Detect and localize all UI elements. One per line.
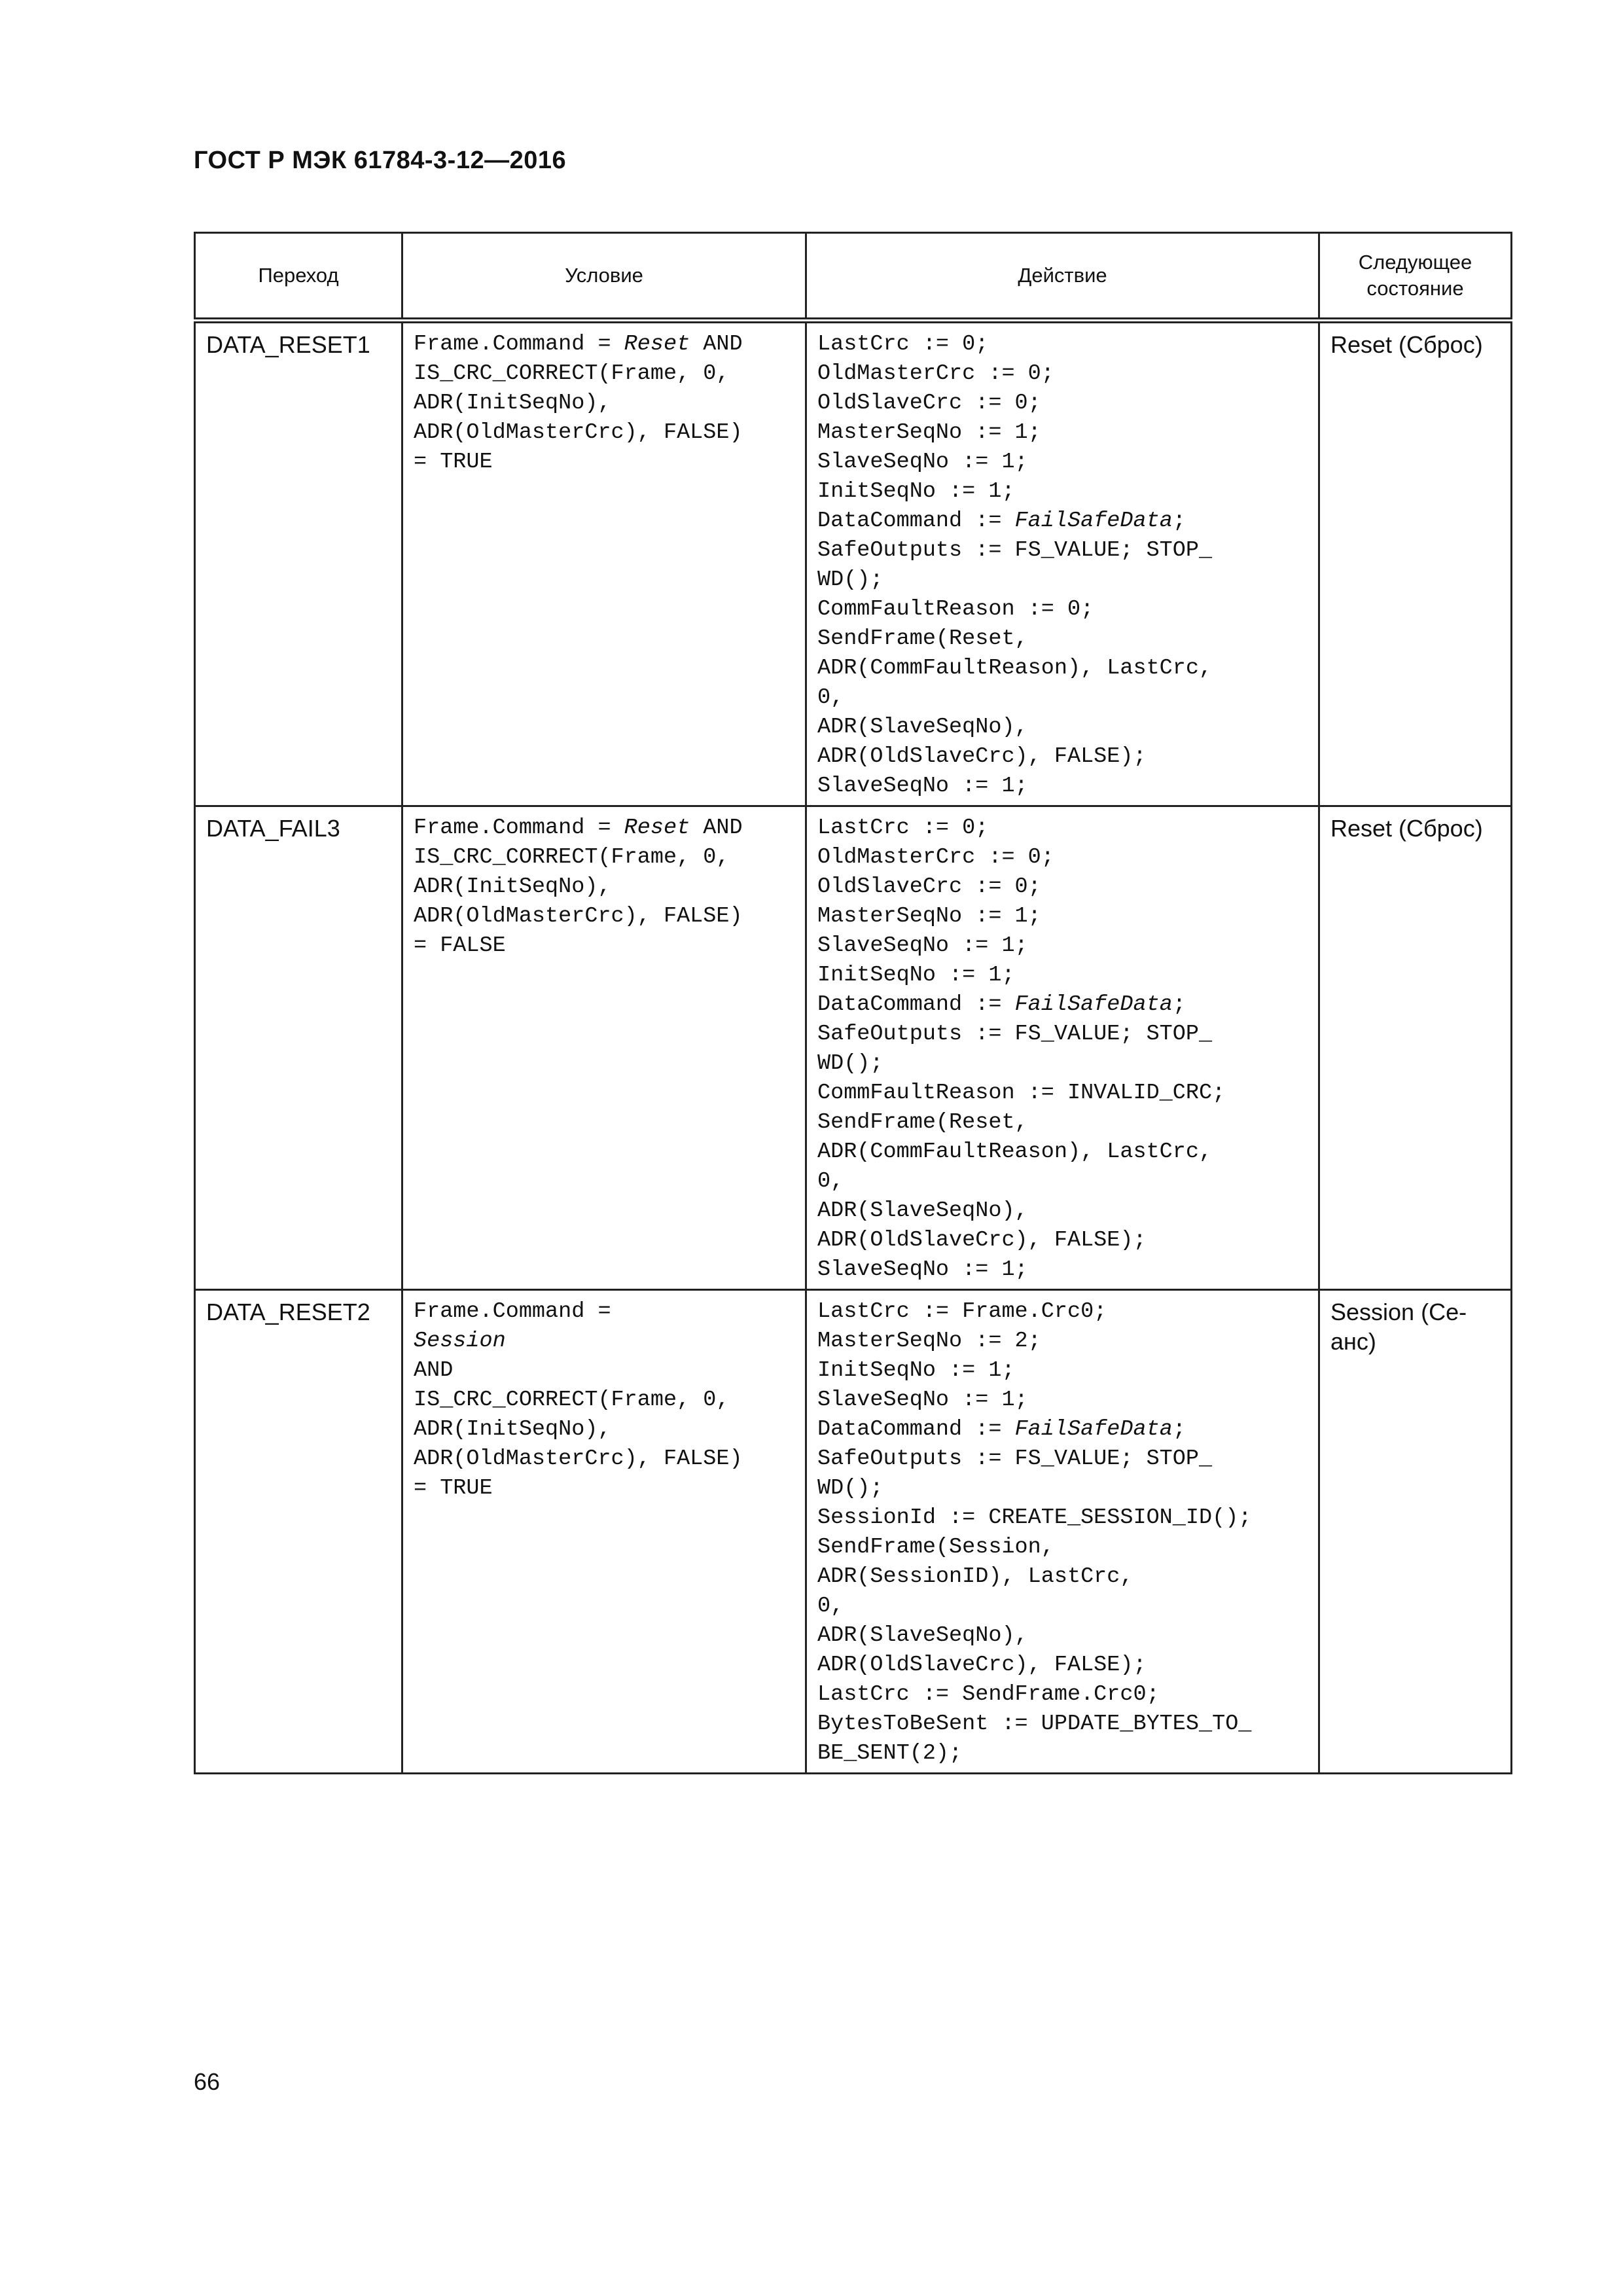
code-line (817, 931, 1314, 961)
code-line (817, 1562, 1314, 1592)
code-line (817, 1049, 1314, 1079)
code-line (817, 1415, 1314, 1444)
next-state-text: Reset (Сброс) (1330, 331, 1483, 358)
state-transition-table (194, 232, 1512, 1774)
code-text: ADR(InitSeqNo), (414, 391, 611, 416)
column-header-transition: Переход (195, 233, 402, 321)
code-line (817, 654, 1314, 683)
code-line (817, 389, 1314, 418)
code-text: WD(); (817, 1051, 883, 1076)
condition-code (403, 807, 805, 965)
code-line (414, 814, 801, 843)
code-line (817, 565, 1314, 595)
code-text: MasterSeqNo := 1; (817, 904, 1041, 929)
document-header: ГОСТ Р МЭК 61784-3-12—2016 (194, 147, 567, 174)
transition-name: DATA_FAIL3 (206, 815, 340, 842)
code-italic-term: FailSafeData (1014, 992, 1173, 1017)
code-line (817, 1710, 1314, 1739)
code-text: 0, (817, 685, 844, 710)
code-text: SendFrame(Reset, (817, 1110, 1028, 1135)
code-text: LastCrc := Frame.Crc0; (817, 1299, 1107, 1324)
code-text: ADR(SessionID), LastCrc, (817, 1564, 1133, 1589)
code-text: SlaveSeqNo := 1; (817, 774, 1028, 798)
code-text: DataCommand := (817, 1417, 1015, 1442)
code-text: WD(); (817, 1476, 883, 1501)
code-line (817, 1356, 1314, 1386)
code-text: SendFrame(Reset, (817, 626, 1028, 651)
code-text: LastCrc := SendFrame.Crc0; (817, 1682, 1160, 1707)
code-text: = TRUE (414, 1476, 493, 1501)
code-line (817, 1739, 1314, 1768)
code-line (817, 742, 1314, 772)
code-text: ADR(OldMasterCrc), FALSE) (414, 420, 743, 445)
code-line (414, 1444, 801, 1474)
code-italic-term: Reset (624, 332, 690, 357)
next-state-text: Reset (Сброс) (1330, 815, 1483, 842)
table-body (195, 321, 1512, 1774)
code-line (817, 477, 1314, 507)
code-text: SafeOutputs := FS_VALUE; STOP_ (817, 1446, 1213, 1471)
code-line (817, 448, 1314, 477)
code-line (817, 713, 1314, 742)
code-text: 0, (817, 1169, 844, 1194)
code-line (817, 1327, 1314, 1356)
code-text: SessionId := CREATE_SESSION_ID(); (817, 1505, 1252, 1530)
code-text: ADR(OldSlaveCrc), FALSE); (817, 1653, 1147, 1677)
code-line (414, 418, 801, 448)
code-text: AND (690, 332, 743, 357)
code-line (817, 1680, 1314, 1710)
code-text: ADR(OldMasterCrc), FALSE) (414, 1446, 743, 1471)
code-line (817, 814, 1314, 843)
code-text: CommFaultReason := 0; (817, 597, 1094, 622)
condition-cell (402, 806, 806, 1290)
next-state-cell (1319, 321, 1512, 806)
code-text: LastCrc := 0; (817, 816, 989, 840)
code-text: CommFaultReason := INVALID_CRC; (817, 1081, 1226, 1105)
action-cell (806, 1290, 1319, 1774)
transition-cell (195, 806, 402, 1290)
action-code (807, 323, 1318, 805)
code-line (414, 1327, 801, 1356)
code-line (817, 1226, 1314, 1255)
column-header-next-state-label: Следующее состояние (1358, 251, 1472, 300)
code-line (817, 1474, 1314, 1503)
code-line (414, 1386, 801, 1415)
code-line (817, 624, 1314, 654)
code-line (817, 1138, 1314, 1167)
code-text: OldMasterCrc := 0; (817, 361, 1054, 386)
code-text: Frame.Command = (414, 816, 624, 840)
code-text: ADR(SlaveSeqNo), (817, 1198, 1028, 1223)
next-state-text: Session (Се- анс) (1330, 1299, 1467, 1355)
column-header-condition: Условие (402, 233, 806, 321)
code-line (817, 961, 1314, 990)
code-line (817, 359, 1314, 389)
next-state-cell (1319, 1290, 1512, 1774)
code-line (414, 448, 801, 477)
code-line (414, 931, 801, 961)
code-italic-term: Session (414, 1329, 506, 1354)
code-line (817, 990, 1314, 1020)
code-line (414, 1474, 801, 1503)
code-line (817, 683, 1314, 713)
transition-cell (195, 321, 402, 806)
code-text: OldSlaveCrc := 0; (817, 874, 1041, 899)
code-line (414, 330, 801, 359)
code-text: = FALSE (414, 933, 506, 958)
table-row (195, 806, 1512, 1290)
code-line (817, 1444, 1314, 1474)
table-header-row (195, 233, 1512, 321)
condition-cell (402, 321, 806, 806)
code-line (817, 902, 1314, 931)
code-text: BE_SENT(2); (817, 1741, 963, 1766)
code-line (817, 1533, 1314, 1562)
code-text: SafeOutputs := FS_VALUE; STOP_ (817, 1022, 1213, 1047)
code-line (817, 1621, 1314, 1651)
code-italic-term: Reset (624, 816, 690, 840)
code-text: Frame.Command = (414, 332, 624, 357)
code-line (414, 843, 801, 872)
code-line (817, 507, 1314, 536)
code-line (817, 1108, 1314, 1138)
code-text: ADR(CommFaultReason), LastCrc, (817, 656, 1213, 681)
code-text: ADR(OldSlaveCrc), FALSE); (817, 744, 1147, 769)
code-line (817, 1386, 1314, 1415)
code-line (414, 389, 801, 418)
code-text: InitSeqNo := 1; (817, 479, 1015, 504)
transition-cell (195, 1290, 402, 1774)
code-text: SafeOutputs := FS_VALUE; STOP_ (817, 538, 1213, 563)
code-line (817, 1196, 1314, 1226)
code-text: DataCommand := (817, 992, 1015, 1017)
code-text: WD(); (817, 567, 883, 592)
code-line (817, 1167, 1314, 1196)
code-text: = TRUE (414, 450, 493, 475)
code-text: BytesToBeSent := UPDATE_BYTES_TO_ (817, 1712, 1252, 1736)
code-line (414, 359, 801, 389)
action-cell (806, 806, 1319, 1290)
code-line (817, 536, 1314, 565)
page-number: 66 (194, 2068, 221, 2095)
table-row (195, 321, 1512, 806)
code-text: OldSlaveCrc := 0; (817, 391, 1041, 416)
code-text: MasterSeqNo := 1; (817, 420, 1041, 445)
code-line (817, 872, 1314, 902)
code-line (817, 1651, 1314, 1680)
code-text: 0, (817, 1594, 844, 1619)
code-text: ADR(OldSlaveCrc), FALSE); (817, 1228, 1147, 1253)
condition-code (403, 323, 805, 481)
condition-cell (402, 1290, 806, 1774)
code-line (817, 1297, 1314, 1327)
code-line (817, 843, 1314, 872)
code-text: OldMasterCrc := 0; (817, 845, 1054, 870)
next-state-cell (1319, 806, 1512, 1290)
code-text: ADR(InitSeqNo), (414, 1417, 611, 1442)
code-line (817, 1503, 1314, 1533)
code-text: Frame.Command = (414, 1299, 611, 1324)
code-text: InitSeqNo := 1; (817, 963, 1015, 988)
code-text: DataCommand := (817, 509, 1015, 533)
action-cell (806, 321, 1319, 806)
column-header-action: Действие (806, 233, 1319, 321)
code-line (817, 1079, 1314, 1108)
code-text: ; (1172, 509, 1186, 533)
code-text: ADR(SlaveSeqNo), (817, 1623, 1028, 1648)
code-italic-term: FailSafeData (1014, 1417, 1173, 1442)
code-text: ; (1172, 1417, 1186, 1442)
code-text: SlaveSeqNo := 1; (817, 1257, 1028, 1282)
transition-name: DATA_RESET1 (206, 331, 370, 358)
code-line (817, 1020, 1314, 1049)
code-line (817, 418, 1314, 448)
action-code (807, 1291, 1318, 1772)
code-line (414, 1297, 801, 1327)
code-line (414, 1415, 801, 1444)
code-text: SlaveSeqNo := 1; (817, 1388, 1028, 1412)
code-text: LastCrc := 0; (817, 332, 989, 357)
code-text: ADR(InitSeqNo), (414, 874, 611, 899)
code-text: ADR(CommFaultReason), LastCrc, (817, 1139, 1213, 1164)
code-text: SendFrame(Session, (817, 1535, 1054, 1560)
table-row (195, 1290, 1512, 1774)
code-line (817, 595, 1314, 624)
code-text: AND (690, 816, 743, 840)
code-line (414, 1356, 801, 1386)
transition-name: DATA_RESET2 (206, 1299, 370, 1325)
code-line (817, 1592, 1314, 1621)
code-line (817, 1255, 1314, 1285)
code-line (414, 902, 801, 931)
code-text: SlaveSeqNo := 1; (817, 933, 1028, 958)
condition-code (403, 1291, 805, 1507)
code-text: MasterSeqNo := 2; (817, 1329, 1041, 1354)
code-text: SlaveSeqNo := 1; (817, 450, 1028, 475)
code-line (817, 772, 1314, 801)
code-text: ADR(OldMasterCrc), FALSE) (414, 904, 743, 929)
code-text: ; (1172, 992, 1186, 1017)
action-code (807, 807, 1318, 1289)
code-text: AND (414, 1358, 454, 1383)
code-italic-term: FailSafeData (1014, 509, 1173, 533)
code-text: ADR(SlaveSeqNo), (817, 715, 1028, 740)
column-header-next-state (1319, 233, 1512, 321)
code-text: InitSeqNo := 1; (817, 1358, 1015, 1383)
code-line (817, 330, 1314, 359)
code-line (414, 872, 801, 902)
code-text: IS_CRC_CORRECT(Frame, 0, (414, 1388, 730, 1412)
code-text: IS_CRC_CORRECT(Frame, 0, (414, 361, 730, 386)
code-text: IS_CRC_CORRECT(Frame, 0, (414, 845, 730, 870)
